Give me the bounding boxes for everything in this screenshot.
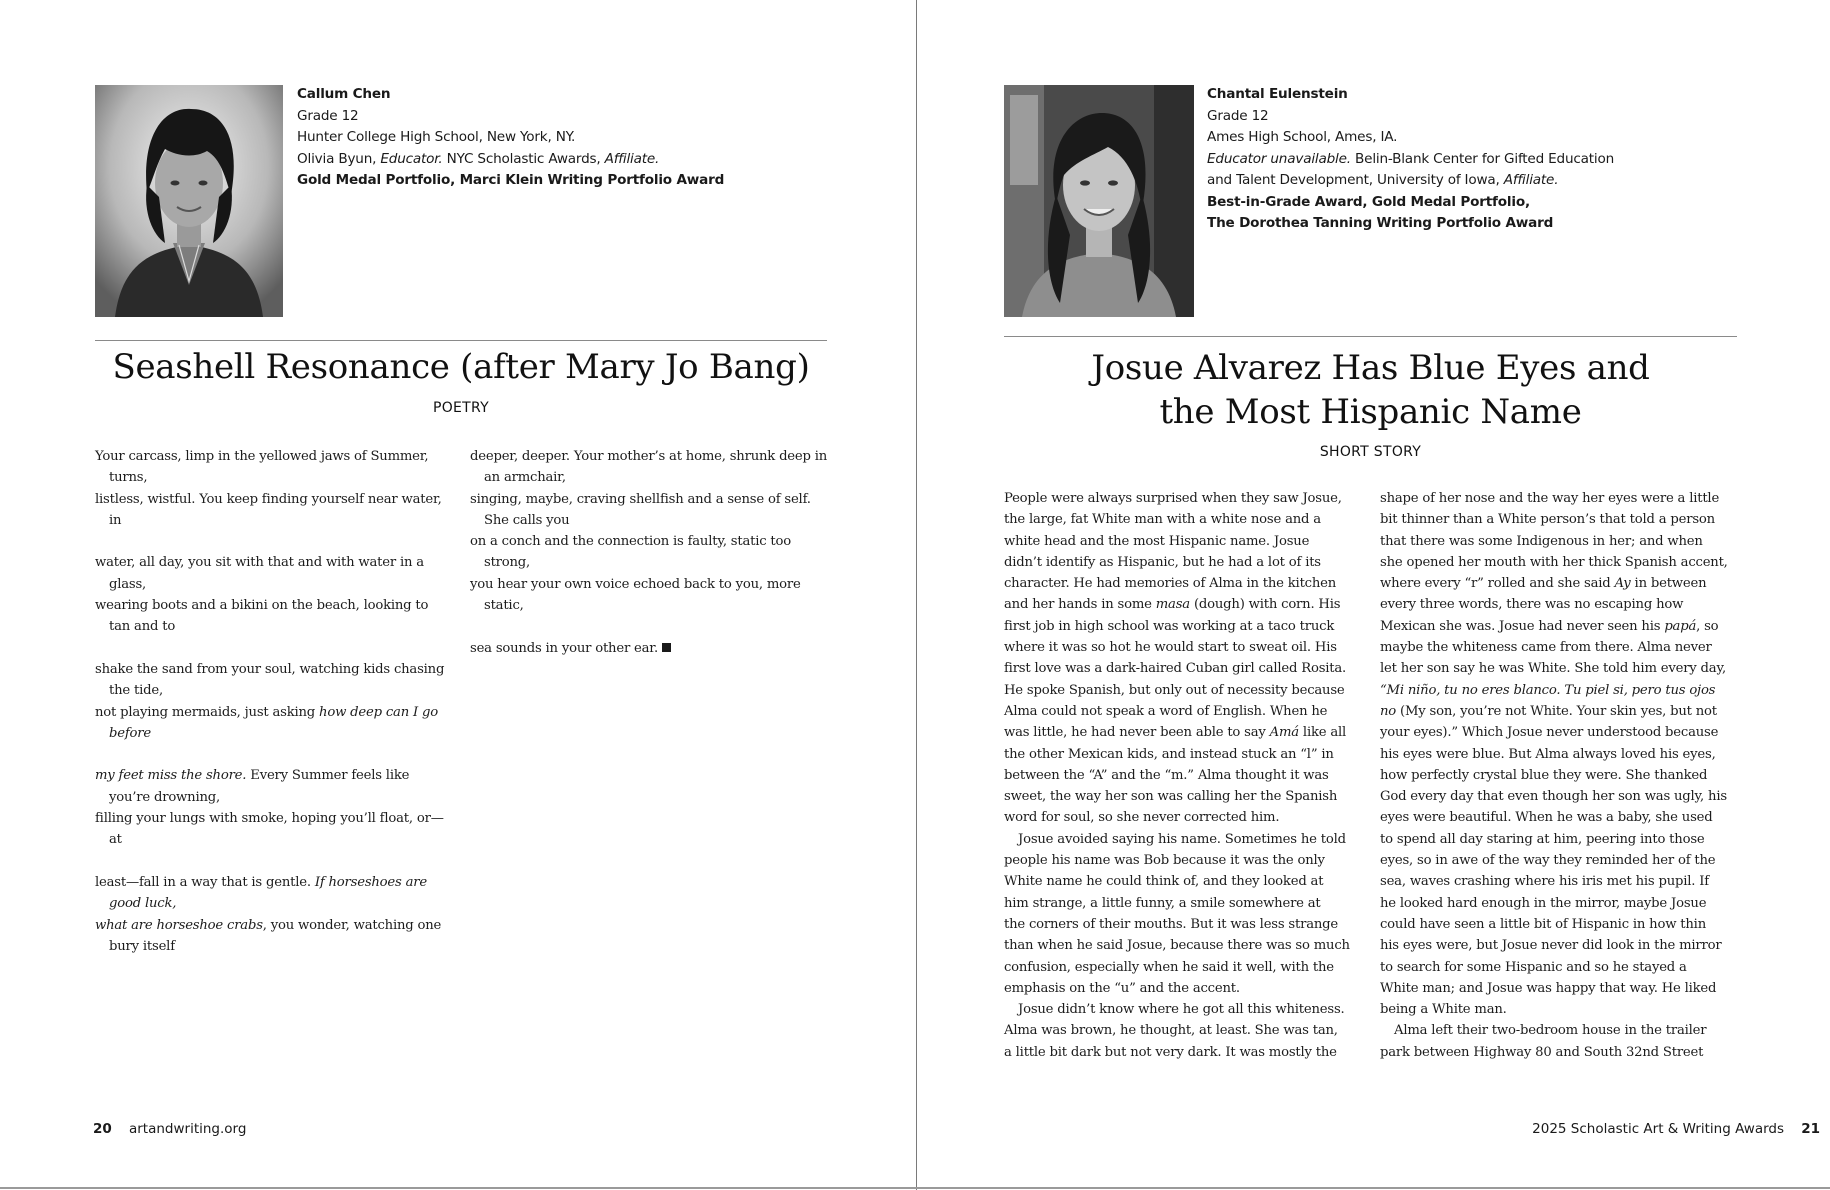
author-photo (1004, 85, 1194, 317)
poem-line: what are horseshoe crabs, you wonder, watching one bury itself (95, 917, 442, 954)
poem-line: sea sounds in your other ear. (470, 638, 828, 659)
author-educator: Olivia Byun, Educator. NYC Scholastic Awards, Affiliate. (297, 150, 660, 167)
poem-column-2 (470, 446, 828, 659)
text-line: could have seen a little bit of Hispanic in how thin (1380, 916, 1706, 932)
text-line: eyes were beautiful. When he was a baby, she used (1380, 810, 1713, 826)
text-line: to search for some Hispanic and so he stayed a (1380, 959, 1687, 975)
author-affiliate: and Talent Development, University of Iowa, Affiliate. (1207, 172, 1559, 188)
text-line: him strange, a little funny, a smile somewhere at (1004, 895, 1321, 911)
author-grade: Grade 12 (1207, 107, 1269, 124)
text-line: park between Highway 80 and South 32nd Street (1380, 1044, 1704, 1060)
text-line: sweet, the way her son was calling her the Spanish (1004, 789, 1338, 805)
text-line: Alma left their two-bedroom house in the trailer (1394, 1023, 1707, 1039)
text-line: bit thinner than a White person’s that told a person (1380, 512, 1715, 528)
text-line: character. He had memories of Alma in the kitchen (1004, 576, 1337, 592)
text-line: White name he could think of, and they looked at (1004, 874, 1324, 890)
text-line: “Mi niño, tu no eres blanco. Tu piel si, pero tus ojos (1380, 682, 1716, 698)
work-title: Josue Alvarez Has Blue Eyes and the Most Hispanic Name (1091, 348, 1650, 432)
text-line: the corners of their mouths. But it was less strange (1004, 916, 1339, 932)
text-line: where every “r” rolled and she said Ay in between (1380, 576, 1707, 592)
text-line: Josue avoided saying his name. Sometimes he told (1018, 831, 1346, 847)
work-title: Seashell Resonance (after Mary Jo Bang) (112, 347, 810, 387)
text-line: sea, waves crashing where his iris met his pupil. If (1380, 874, 1709, 890)
work-genre: SHORT STORY (1319, 444, 1422, 460)
text-line: God every day that even though her son was ugly, his (1380, 789, 1727, 805)
text-line: and her hands in some masa (dough) with corn. His (1004, 597, 1341, 613)
text-line: Mexican she was. Josue had never seen his papá, so (1380, 618, 1719, 634)
text-line: He spoke Spanish, but only out of necessity because (1004, 682, 1345, 698)
story-column-1 (1004, 488, 1369, 1063)
text-line: People were always surprised when they saw Josue, (1004, 491, 1342, 506)
text-line: where it was so hot he would start to sweat oil. His (1004, 640, 1337, 656)
text-line: to spend all day staring at him, peering into those (1380, 831, 1705, 847)
author-award: Best-in-Grade Award, Gold Medal Portfolio, (1207, 193, 1530, 210)
text-line: Alma could not speak a word of English. When he (1004, 703, 1328, 719)
stanza-break (470, 616, 828, 637)
author-award-2: The Dorothea Tanning Writing Portfolio Award (1207, 215, 1554, 231)
story-column-2 (1380, 488, 1745, 1063)
text-line: his eyes were blue. But Alma always loved his eyes, (1380, 746, 1716, 762)
work-genre: POETRY (432, 400, 490, 416)
poem-line: on a conch and the connection is faulty, static too strong, (470, 534, 792, 571)
text-line: word for soul, so she never corrected him. (1004, 810, 1280, 826)
footer-publication: 2025 Scholastic Art & Writing Awards (1532, 1121, 1785, 1137)
text-line: first love was a dark-haired Cuban girl called Rosita. (1004, 661, 1347, 677)
text-line: being a White man. (1380, 1002, 1507, 1018)
author-award: Gold Medal Portfolio, Marci Klein Writing Portfolio Award (297, 172, 725, 188)
text-line: didn’t identify as Hispanic, but he had a lot of its (1004, 554, 1321, 570)
author-school: Ames High School, Ames, IA. (1207, 129, 1398, 145)
stanza-break (95, 744, 453, 765)
text-line: people his name was Bob because it was the only (1004, 853, 1325, 869)
bottom-edge-rule (0, 1187, 1830, 1189)
author-educator: Educator unavailable. Belin-Blank Center for Gifted Education (1207, 150, 1615, 167)
author-grade: Grade 12 (297, 107, 359, 124)
text-line: no (My son, you’re not White. Your skin yes, but not (1380, 703, 1717, 719)
author-bio (297, 84, 724, 192)
text-line: he looked hard enough in the mirror, maybe Josue (1380, 895, 1707, 911)
end-mark-icon (662, 643, 671, 652)
stanza-break (95, 851, 453, 872)
poem-line: wearing boots and a bikini on the beach, looking to tan and to (95, 598, 429, 635)
text-line: every three words, there was no escaping how (1380, 597, 1684, 613)
text-line: eyes, so in awe of the way they reminded her of the (1380, 853, 1716, 869)
poem-column-1 (95, 446, 453, 957)
text-line: maybe the whiteness came from there. Alma never (1380, 640, 1712, 656)
poem-line: Your carcass, limp in the yellowed jaws of Summer, turns, (95, 449, 429, 486)
poem-line: listless, wistful. You keep finding yourself near water, in (95, 491, 442, 528)
text-line: White man; and Josue was happy that way. He liked (1380, 980, 1717, 996)
section-divider (1004, 336, 1737, 337)
text-line: than when he said Josue, because there was so much (1004, 938, 1350, 954)
poem-line: filling your lungs with smoke, hoping you’ll float, or—at (95, 811, 444, 848)
text-line: the other Mexican kids, and instead stuck an “l” in (1004, 746, 1334, 762)
author-school: Hunter College High School, New York, NY. (297, 129, 576, 145)
text-line: emphasis on the “u” and the accent. (1004, 980, 1240, 996)
poem-line: water, all day, you sit with that and with water in a glass, (95, 555, 424, 592)
author-name: Chantal Eulenstein (1207, 86, 1348, 102)
poem-line: my feet miss the shore. Every Summer feels like you’re drowning, (95, 768, 410, 805)
poem-line: singing, maybe, craving shellfish and a sense of self. She calls you (470, 491, 811, 528)
poem-line: not playing mermaids, just asking how deep can I go before (95, 704, 438, 741)
page-number: 20 (93, 1121, 112, 1137)
poem-line: shake the sand from your soul, watching kids chasing the tide, (95, 661, 445, 699)
text-line: Josue didn’t know where he got all this whiteness. (1018, 1002, 1345, 1018)
footer-site: artandwriting.org (128, 1121, 247, 1137)
text-line: between the “A” and the “m.” Alma thought it was (1004, 767, 1329, 783)
stanza-break (95, 531, 453, 552)
text-line: the large, fat White man with a white nose and a (1004, 512, 1321, 528)
text-line: how perfectly crystal blue they were. She thanked (1380, 767, 1708, 783)
poem-line: you hear your own voice echoed back to you, more static, (470, 576, 801, 614)
text-line: Alma was brown, he thought, at least. She was tan, (1004, 1023, 1338, 1039)
text-line: that there was some Indigenous in her; and when (1380, 533, 1703, 549)
poem-line: least—fall in a way that is gentle. If horseshoes are good luck, (95, 874, 427, 912)
text-line: shape of her nose and the way her eyes were a little (1380, 491, 1720, 506)
poem-line: deeper, deeper. Your mother’s at home, shrunk deep in an armchair, (470, 449, 828, 486)
text-line: your eyes).” Which Josue never understood because (1380, 725, 1719, 741)
author-photo (95, 85, 283, 317)
page-number: 21 (1801, 1121, 1820, 1137)
page-footer (93, 1121, 246, 1137)
text-line: first job in high school was working at a taco truck (1004, 618, 1335, 634)
text-line: let her son say he was White. She told him every day, (1380, 661, 1726, 677)
text-line: a little bit dark but not very dark. It was mostly the (1004, 1044, 1337, 1060)
author-name: Callum Chen (297, 86, 391, 102)
page-footer (1532, 1121, 1820, 1137)
text-line: she opened her mouth with her thick Spanish accent, (1380, 554, 1728, 570)
text-line: was little, he had never been able to say Amá like all (1004, 725, 1347, 741)
author-bio (1207, 84, 1614, 235)
section-divider (95, 340, 827, 341)
stanza-break (95, 638, 453, 659)
text-line: confusion, especially when he said it well, with the (1004, 959, 1334, 975)
right-page (917, 0, 1830, 1190)
text-line: white head and the most Hispanic name. Josue (1004, 533, 1310, 549)
text-line: his eyes were, but Josue never did look in the mirror (1380, 938, 1722, 954)
